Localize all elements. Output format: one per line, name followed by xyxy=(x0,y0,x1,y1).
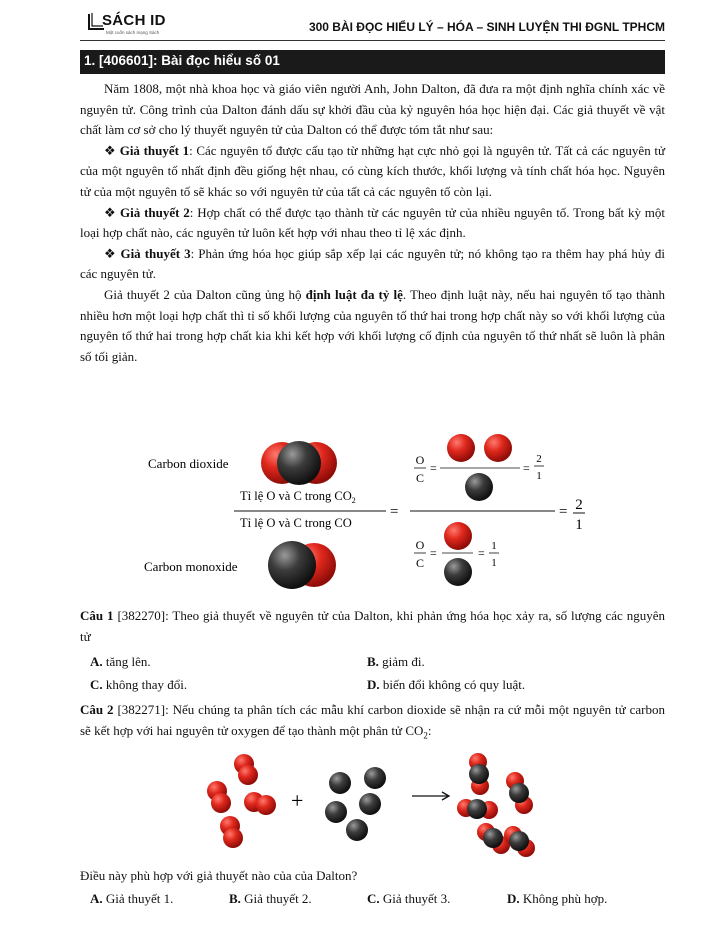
result-numerator: 2 xyxy=(575,497,583,513)
option-key: A. xyxy=(90,891,103,906)
option-text: không thay đổi. xyxy=(102,677,188,692)
carbon-atoms xyxy=(325,767,386,841)
hypothesis-2-text: : Hợp chất có thể được tạo thành từ các nguyên tử của nhiều nguyên tố. Trong bất kỳ một loại hợp chất nào, các nguyên tử luôn kết hợp với nhau theo tỉ lệ xác định. xyxy=(80,204,665,241)
question-2-prompt-text: Điều này phù hợp với giả thuyết nào của của Dalton? xyxy=(80,868,358,883)
ratio-c-label: C xyxy=(415,471,425,485)
hypothesis-2-label: Giả thuyết 2 xyxy=(120,204,190,220)
q2-option-a[interactable] xyxy=(90,891,173,907)
option-text: Giả thuyết 1. xyxy=(102,891,174,906)
option-key: C. xyxy=(367,891,380,906)
law-term: định luật đa tỷ lệ xyxy=(305,286,403,302)
question-2-label: Câu 2 xyxy=(80,702,114,717)
oxygen-atom xyxy=(223,828,243,848)
oxygen-atom xyxy=(256,795,276,815)
option-key: B. xyxy=(367,654,379,669)
equals-sign: = xyxy=(430,546,437,560)
option-text: tăng lên. xyxy=(102,654,151,669)
carbon-monoxide-label: Carbon monoxide xyxy=(144,559,238,574)
intro-paragraph: Năm 1808, một nhà khoa học và giáo viên người Anh, John Dalton, đã đưa ra một định nghĩa chính xác về nguyên tử. Công trình của Dalton đánh dấu sự khởi đầu của kỷ nguyên hóa học hiện đại. Các giả thuyết về vật chất làm cơ sở cho lý thuyết nguyên tử của Dalton có thể được tóm tắt như sau: xyxy=(80,81,665,138)
hypothesis-2 xyxy=(80,203,665,244)
logo-subtitle: Một cuốn sách mạng Sách xyxy=(106,30,160,35)
co2-products xyxy=(457,753,535,857)
question-1-label: Câu 1 xyxy=(80,608,114,623)
carbon-dioxide-label: Carbon dioxide xyxy=(148,456,229,471)
equals-sign: = xyxy=(478,546,485,560)
result-denominator: 1 xyxy=(575,517,583,533)
oxygen-atom xyxy=(238,765,258,785)
logo-text: SÁCH ID xyxy=(102,12,166,29)
q1-option-c[interactable] xyxy=(90,677,187,693)
q2-option-b[interactable] xyxy=(229,891,312,907)
carbon-atom xyxy=(346,819,368,841)
co-ratio-denominator: 1 xyxy=(491,557,497,569)
reaction-arrow xyxy=(412,792,449,800)
diamond-bullet-icon: ❖ xyxy=(104,245,121,261)
option-text: Giả thuyết 2. xyxy=(240,891,312,906)
carbon-atom xyxy=(364,767,386,789)
hypothesis-1 xyxy=(80,141,665,203)
co-ratio-numerator: 1 xyxy=(491,540,497,552)
co2-molecule xyxy=(506,772,533,814)
paragraph-text: Giả thuyết 2 của Dalton cũng ủng hộ xyxy=(104,286,306,302)
question-2-text: [382271]: Nếu chúng ta phân tích các mẫu khí carbon dioxide sẽ nhận ra cứ mỗi một nguyên tử carbon sẽ kết hợp với hai nguyên tử oxygen để tạo thành một phân tử CO xyxy=(80,702,665,738)
option-key: A. xyxy=(90,654,103,669)
question-1-stem xyxy=(80,606,665,647)
co2-molecule xyxy=(261,441,337,485)
equals-sign: = xyxy=(430,461,437,475)
reaction-figure xyxy=(190,748,550,860)
carbon-atom xyxy=(325,801,347,823)
book-title: 300 BÀI ĐỌC HIỂU LÝ – HÓA – SINH LUYỆN THI ĐGNL TPHCM xyxy=(308,20,665,34)
sachid-logo xyxy=(80,10,190,40)
co2-ratio-numerator: 2 xyxy=(536,453,542,465)
equals-sign: = xyxy=(390,504,399,520)
co2-molecule xyxy=(504,826,535,857)
oxygen-atom xyxy=(447,434,475,462)
paragraph-text: . Theo định luật này, nếu hai nguyên tố tạo thành nhiều hơn một loại hợp chất thì tỉ số khối lượng của nguyên tố thứ hai trong hợp chất này so với khối lượng của nguyên tố thứ hai trong hợp chất kia khi kết hợp với khối lượng cố định của nguyên tố thứ nhất sẽ luôn là phân số tối giản. xyxy=(80,286,665,364)
co2-ratio xyxy=(414,434,544,501)
q1-option-d[interactable] xyxy=(367,677,525,693)
diamond-bullet-icon: ❖ xyxy=(104,204,121,220)
oxygen-molecules xyxy=(207,754,276,848)
carbon-atom xyxy=(465,473,493,501)
q1-option-a[interactable] xyxy=(90,654,151,670)
diamond-bullet-icon: ❖ xyxy=(104,142,120,158)
page-header xyxy=(80,10,665,41)
co2-ratio-denominator: 1 xyxy=(536,470,542,482)
option-key: D. xyxy=(367,677,380,692)
carbon-atom xyxy=(329,772,351,794)
multiple-proportions-figure xyxy=(80,428,665,600)
ratio-o-label: O xyxy=(415,538,425,552)
punctuation: : xyxy=(427,722,432,738)
hypothesis-3 xyxy=(80,244,665,285)
question-2-prompt xyxy=(80,866,665,887)
question-2-stem xyxy=(80,700,665,746)
question-2 xyxy=(80,700,665,746)
oxygen-atom xyxy=(444,522,472,550)
question-1-text: [382270]: Theo giả thuyết về nguyên tử của Dalton, khi phản ứng hóa học xảy ra, số lượng các nguyên tử xyxy=(80,608,665,644)
hypothesis-3-text: : Phản ứng hóa học giúp sắp xếp lại các nguyên tử; nó không tạo ra thêm hay phá hủy đi các nguyên tử. xyxy=(80,245,665,282)
section-heading-bar xyxy=(80,50,665,74)
q2-option-c[interactable] xyxy=(367,891,450,907)
hypothesis-1-text: : Các nguyên tố được cấu tạo từ những hạt cực nhỏ gọi là nguyên tử. Tất cả các nguyên tử của một nguyên tố nhất định đều giống hệt nhau, có cùng kích thước, khối lượng và tính chất hóa học. Nguyên tử của một nguyên tố sẽ khác so với nguyên tử của tất cả các nguyên tố còn lại. xyxy=(80,142,665,199)
option-text: giảm đi. xyxy=(378,654,425,669)
multiple-proportions-paragraph xyxy=(80,285,665,367)
ratio-o-label: O xyxy=(415,453,425,467)
carbon-atom xyxy=(268,541,316,589)
ratio-denominator: Tỉ lệ O và C trong CO xyxy=(240,516,352,530)
co-ratio xyxy=(414,522,499,586)
oxygen-atom xyxy=(211,793,231,813)
ratio-c-label: C xyxy=(415,556,425,570)
co2-molecule xyxy=(457,799,498,819)
option-key: B. xyxy=(229,891,241,906)
q2-option-d[interactable] xyxy=(507,891,607,907)
option-key: C. xyxy=(90,677,103,692)
q1-option-b[interactable] xyxy=(367,654,425,670)
oxygen-atom xyxy=(484,434,512,462)
reading-passage xyxy=(80,79,665,367)
hypothesis-1-label: Giả thuyết 1 xyxy=(119,142,190,158)
ratio-numerator: Tỉ lệ O và C trong $CO_2$ xyxy=(240,489,356,505)
equals-sign: = xyxy=(559,504,568,520)
option-key: D. xyxy=(507,891,520,906)
carbon-atom xyxy=(359,793,381,815)
co-molecule xyxy=(268,541,336,589)
co2-molecule xyxy=(469,753,489,795)
section-title: 1. [406601]: Bài đọc hiểu số 01 xyxy=(84,53,280,68)
equals-sign: = xyxy=(523,461,530,475)
plus-sign: + xyxy=(291,788,304,813)
option-text: Giả thuyết 3. xyxy=(379,891,451,906)
carbon-atom xyxy=(277,441,321,485)
question-1 xyxy=(80,606,665,647)
carbon-atom xyxy=(444,558,472,586)
hypothesis-3-label: Giả thuyết 3 xyxy=(120,245,191,261)
subscript: 2 xyxy=(423,730,428,741)
option-text: biến đổi không có quy luật. xyxy=(379,677,526,692)
option-text: Không phù hợp. xyxy=(519,891,608,906)
